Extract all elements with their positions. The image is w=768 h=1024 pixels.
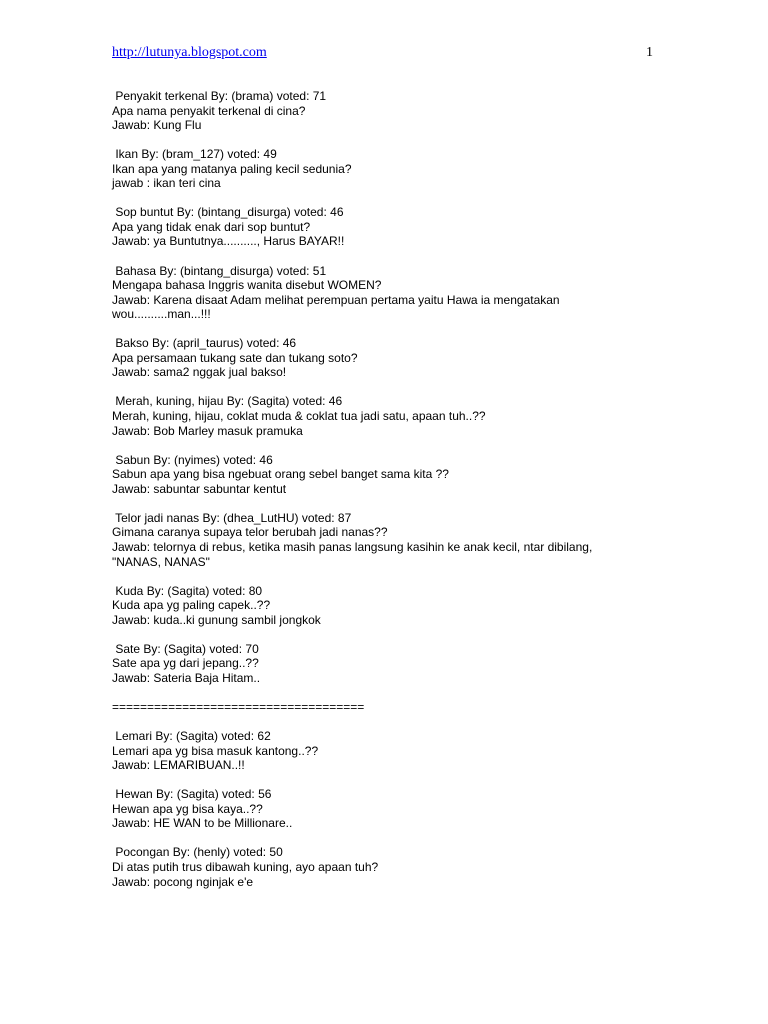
joke-entry [112, 845, 672, 889]
joke-entry [112, 787, 672, 831]
joke-answer: Jawab: ya Buntutnya.........., Harus BAYAR!! [112, 234, 345, 249]
joke-question: Hewan apa yg bisa kaya..?? [112, 801, 263, 816]
joke-title: Pocongan By: (henly) voted: 50 [112, 845, 283, 860]
joke-answer-continued: wou..........man...!!! [112, 307, 211, 322]
joke-entry [112, 453, 672, 497]
joke-title: Sop buntut By: (bintang_disurga) voted: 46 [112, 205, 344, 220]
joke-question: Sabun apa yang bisa ngebuat orang sebel banget sama kita ?? [112, 467, 449, 482]
joke-entry [112, 89, 672, 133]
joke-title: Sate By: (Sagita) voted: 70 [112, 641, 259, 656]
joke-question: Kuda apa yg paling capek..?? [112, 598, 271, 613]
joke-entry [112, 147, 672, 191]
joke-question: Apa yang tidak enak dari sop buntut? [112, 219, 311, 234]
joke-title: Telor jadi nanas By: (dhea_LutHU) voted: 87 [112, 510, 352, 525]
joke-question: Mengapa bahasa Inggris wanita disebut WOMEN? [112, 278, 382, 293]
joke-entry [112, 205, 672, 249]
joke-entry [112, 584, 672, 628]
joke-answer: Jawab: sabuntar sabuntar kentut [112, 481, 287, 496]
joke-title: Bahasa By: (bintang_disurga) voted: 51 [112, 263, 327, 278]
joke-answer: Jawab: Sateria Baja Hitam.. [112, 670, 261, 685]
joke-answer: Jawab: pocong nginjak e'e [112, 874, 254, 889]
joke-list [112, 89, 672, 904]
joke-title: Bakso By: (april_taurus) voted: 46 [112, 336, 297, 351]
joke-entry [112, 394, 672, 438]
joke-question: Apa persamaan tukang sate dan tukang soto? [112, 350, 358, 365]
joke-question: Apa nama penyakit terkenal di cina? [112, 103, 306, 118]
joke-question: Di atas putih trus dibawah kuning, ayo apaan tuh? [112, 859, 379, 874]
joke-answer: Jawab: HE WAN to be Millionare.. [112, 816, 293, 831]
joke-question: Gimana caranya supaya telor berubah jadi nanas?? [112, 525, 388, 540]
joke-answer: Jawab: telornya di rebus, ketika masih panas langsung kasihin ke anak kecil, ntar dibilang, [112, 539, 593, 554]
blog-url-link[interactable]: http://lutunya.blogspot.com [112, 45, 267, 60]
joke-title: Kuda By: (Sagita) voted: 80 [112, 583, 263, 598]
joke-answer: jawab : ikan teri cina [112, 176, 221, 191]
joke-answer: Jawab: sama2 nggak jual bakso! [112, 365, 287, 380]
joke-answer: Jawab: LEMARIBUAN..!! [112, 758, 245, 773]
joke-title: Hewan By: (Sagita) voted: 56 [112, 787, 272, 802]
joke-answer: Jawab: kuda..ki gunung sambil jongkok [112, 612, 321, 627]
page-number: 1 [646, 45, 653, 60]
separator-line: ==================================== [112, 699, 365, 714]
joke-title: Merah, kuning, hijau By: (Sagita) voted: 46 [112, 394, 343, 409]
joke-answer: Jawab: Kung Flu [112, 118, 202, 133]
joke-title: Sabun By: (nyimes) voted: 46 [112, 452, 273, 467]
joke-title: Ikan By: (bram_127) voted: 49 [112, 147, 277, 162]
joke-entry [112, 642, 672, 686]
joke-entry [112, 511, 672, 569]
joke-entry [112, 336, 672, 380]
joke-answer: Jawab: Karena disaat Adam melihat perempuan pertama yaitu Hawa ia mengatakan [112, 292, 560, 307]
joke-question: Lemari apa yg bisa masuk kantong..?? [112, 743, 319, 758]
joke-entry [112, 264, 672, 322]
joke-question: Sate apa yg dari jepang..?? [112, 656, 259, 671]
joke-question: Ikan apa yang matanya paling kecil sedunia? [112, 161, 352, 176]
joke-title: Lemari By: (Sagita) voted: 62 [112, 729, 271, 744]
joke-question: Merah, kuning, hijau, coklat muda & coklat tua jadi satu, apaan tuh..?? [112, 409, 486, 424]
joke-answer-continued: "NANAS, NANAS" [112, 554, 210, 569]
joke-answer: Jawab: Bob Marley masuk pramuka [112, 423, 303, 438]
joke-title: Penyakit terkenal By: (brama) voted: 71 [112, 89, 327, 103]
joke-entry [112, 729, 672, 773]
